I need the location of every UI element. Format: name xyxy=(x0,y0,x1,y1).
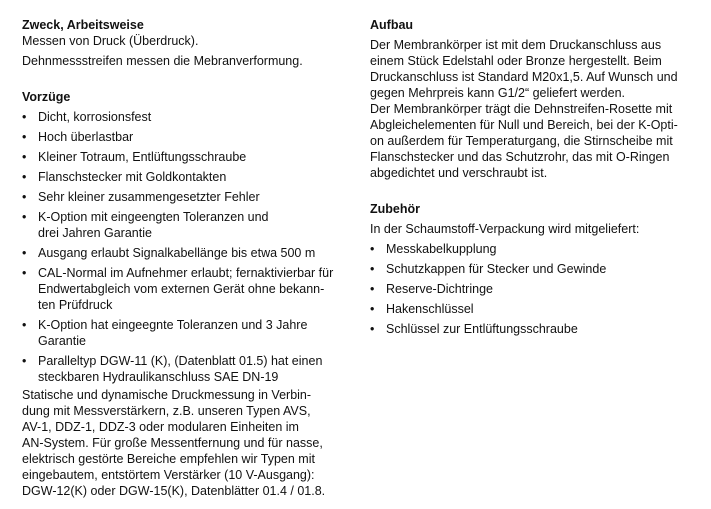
bullet-icon: • xyxy=(22,354,27,368)
bullet-icon: • xyxy=(22,210,27,224)
vorzuege-heading: Vorzüge xyxy=(22,90,71,104)
list-item: • K-Option hat eingeegnte Toleranzen und 3 Jahre Garantie xyxy=(22,318,308,348)
bullet-icon: • xyxy=(370,262,375,276)
list-item: • Ausgang erlaubt Signalkabellänge bis etwa 500 m xyxy=(22,246,316,260)
left-column xyxy=(22,17,354,499)
list-item: • Messkabelkupplung xyxy=(370,242,497,256)
list-item: • Paralleltyp DGW-11 (K), (Datenblatt 01.5) hat einen steckbaren Hydraulikanschluss SAE DN-19 xyxy=(22,354,323,384)
list-item: • Sehr kleiner zusammengesetzter Fehler xyxy=(22,190,260,204)
aufbau-heading: Aufbau xyxy=(370,18,414,32)
bullet-icon: • xyxy=(22,170,27,184)
zweck-line-2: Dehnmessstreifen messen die Mebranverformung. xyxy=(22,54,303,68)
bullet-icon: • xyxy=(22,246,27,260)
list-item: • Kleiner Totraum, Entlüftungsschraube xyxy=(22,150,247,164)
bullet-icon: • xyxy=(370,282,375,296)
vorzuege-paragraph: Statische und dynamische Druckmessung in Verbin- dung mit Messverstärkern, z.B. unseren Typen AVS, AV-1, DDZ-1, DDZ-3 oder modularen Einheiten im AN-System. Für große Messentfernung und für nasse, elektrisch gestörte Bereiche empfehlen wir Typen mit eingebautem, entstörtem Verstärker (10 V-Ausgang): DGW-12(K) oder DGW-15(K), Datenblätter 01.4 / 01.8. xyxy=(22,388,326,498)
bullet-icon: • xyxy=(22,150,27,164)
list-item: • Hoch überlastbar xyxy=(22,130,134,144)
bullet-icon: • xyxy=(22,318,27,332)
list-item: • Schlüssel zur Entlüftungsschraube xyxy=(370,322,578,336)
list-item: • Reserve-Dichtringe xyxy=(370,282,493,296)
list-item: • Flanschstecker mit Goldkontakten xyxy=(22,170,227,184)
vorzuege-list xyxy=(22,109,354,385)
bullet-icon: • xyxy=(370,322,375,336)
list-item: • Dicht, korrosionsfest xyxy=(22,110,152,124)
list-item: • CAL-Normal im Aufnehmer erlaubt; fernaktivierbar für Endwertabgleich vom externen Gerät ohne bekann- ten Prüfdruck xyxy=(22,266,334,312)
bullet-icon: • xyxy=(370,242,375,256)
bullet-icon: • xyxy=(22,130,27,144)
zubehoer-intro: In der Schaumstoff-Verpackung wird mitgeliefert: xyxy=(370,222,640,236)
bullet-icon: • xyxy=(22,110,27,124)
bullet-icon: • xyxy=(370,302,375,316)
list-item: • Schutzkappen für Stecker und Gewinde xyxy=(370,262,607,276)
list-item: • K-Option mit eingeengten Toleranzen und drei Jahren Garantie xyxy=(22,210,269,240)
right-column xyxy=(370,17,700,341)
bullet-icon: • xyxy=(22,266,27,280)
list-item: • Hakenschlüssel xyxy=(370,302,474,316)
zweck-line-1: Messen von Druck (Überdruck). xyxy=(22,34,199,48)
aufbau-text: Der Membrankörper ist mit dem Druckanschluss aus einem Stück Edelstahl oder Bronze hergestellt. Beim Druckanschluss ist Standard M20x1,5. Auf Wunsch und gegen Mehrpreis kann G1/2“ geliefert werden. Der Membrankörper trägt die Dehnstreifen-Rosette mit Abgleichelementen für Null und Bereich, bei der K-Opti- on außerdem für Temperaturgang, die Stirnscheibe mit Flanschstecker und das Schutzrohr, das mit O-Ringen abgedichtet und verschraubt ist. xyxy=(370,38,678,180)
zubehoer-list xyxy=(370,241,700,337)
bullet-icon: • xyxy=(22,190,27,204)
zweck-heading: Zweck, Arbeitsweise xyxy=(22,18,144,32)
zubehoer-heading: Zubehör xyxy=(370,202,420,216)
